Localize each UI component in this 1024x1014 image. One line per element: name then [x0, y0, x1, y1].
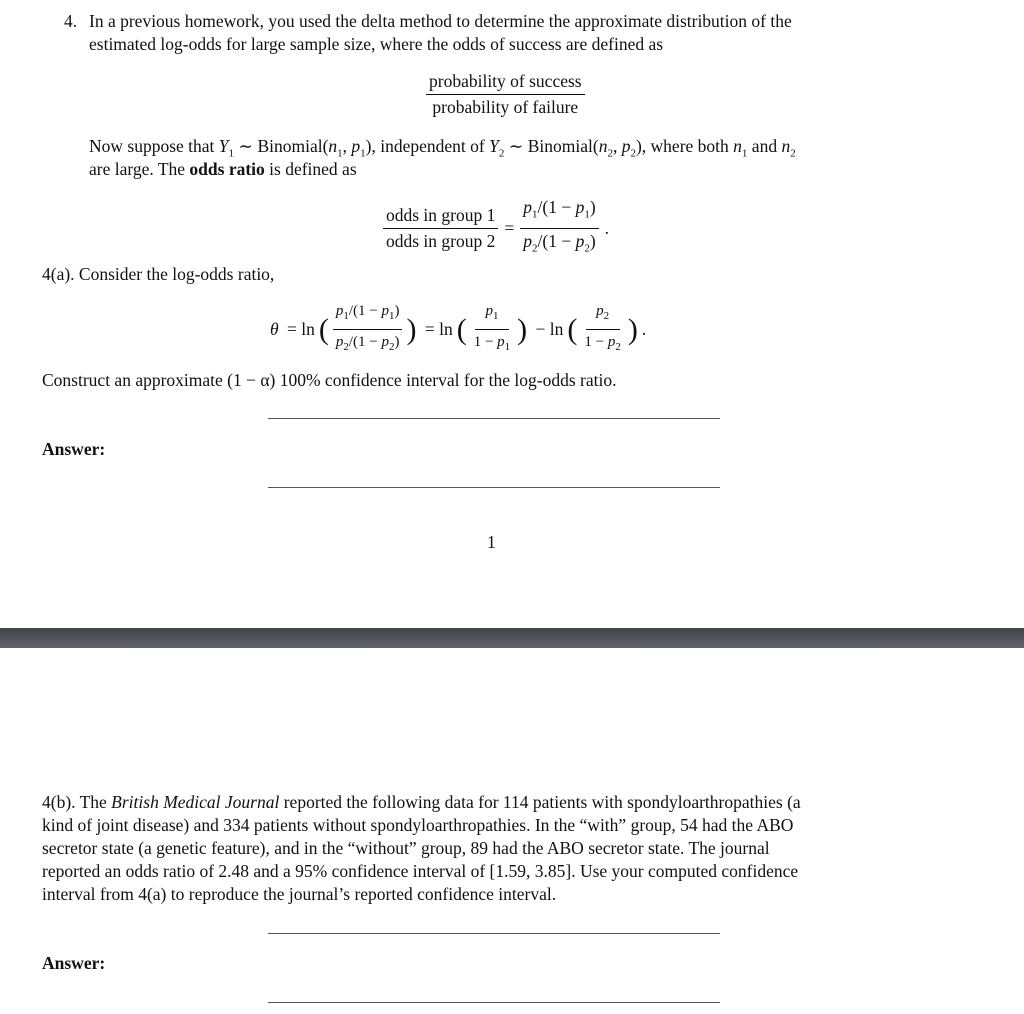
part-b-answer-label: Answer: [42, 953, 106, 973]
setup-line-1: Now suppose that $Y_1$ ∼ $Binomial(n_1$, $p_1$), independent of $Y_2$ ∼ $Binomial(n_2$, $p_2$), where both $n_1$ and $n_2$ [89, 136, 796, 160]
odds-denominator: probability of failure [432, 97, 579, 117]
odds-ratio-term: odds ratio [189, 159, 265, 179]
page-number: 1 [487, 532, 496, 552]
ratio-formula: $\frac{p_1/(1 - p_1)}{p_2/(1 - p_2)}$ [520, 196, 598, 260]
setup-text-3: where both [650, 136, 729, 156]
binomial-2: Binomial [527, 136, 593, 156]
ratio-denominator: odds in group 2 [386, 230, 496, 251]
theta-equation: θ = ln ( $\frac{p_1/(1 - p_1)}{p_2/(1 - p_2)}$ ) = ln ( $\frac{p_1}{1 - p_1}$ ) − ln ( $\frac{p_2}{1 - p_2}$ ) . [270, 300, 646, 359]
answer-line-bottom [268, 487, 720, 488]
answer-line-b-top [268, 933, 720, 934]
setup-line2-b: is defined as [269, 159, 357, 179]
page-divider [0, 628, 1024, 648]
part-b-line-2: kind of joint disease) and 334 patients without spondyloarthropathies. In the “with” group, 54 had the ABO [42, 815, 794, 835]
problem-number: 4. [64, 11, 78, 31]
intro-line-1: In a previous homework, you used the delta method to determine the approximate distribution of the [89, 11, 792, 31]
setup-text-1: Now suppose that [89, 136, 215, 156]
odds-ratio-equation: $\frac{\text{odds in group 1}}{\text{odds in group 2}}$ = $\frac{p_1/(1 - p_1)}{p_2/(1 - p_2)}$ . [383, 196, 609, 260]
setup-line2-a: are large. The [89, 159, 186, 179]
part-b-line-4: reported an odds ratio of 2.48 and a 95% confidence interval of [1.59, 3.85]. Use your computed confidence [42, 861, 799, 881]
part-b-line-5: interval from 4(a) to reproduce the journal’s reported confidence interval. [42, 884, 557, 904]
binomial-1: Binomial [257, 136, 323, 156]
part-b-line1-rest: reported the following data for 114 patients with spondyloarthropathies (a [283, 792, 801, 812]
part-a-instruction: Construct an approximate (1 − α) 100% confidence interval for the log-odds ratio. [42, 370, 617, 390]
page-2 [0, 648, 1024, 1014]
odds-fraction [426, 70, 585, 119]
setup-text-4: and [751, 136, 778, 156]
answer-line-b-bottom [268, 1002, 720, 1003]
setup-text-2: independent of [380, 136, 485, 156]
part-a-label: 4(a). Consider the log-odds ratio, [42, 264, 275, 284]
part-b-line-3: secretor state (a genetic feature), and in the “without” group, 89 had the ABO secretor state. The journal [42, 838, 770, 858]
part-b-prefix: 4(b). The [42, 792, 107, 812]
answer-line-top [268, 418, 720, 419]
setup-line-2 [89, 158, 357, 181]
odds-numerator: probability of success [426, 70, 585, 95]
journal-name: British Medical Journal [111, 792, 280, 812]
intro-line-2: estimated log-odds for large sample size, where the odds of success are defined as [89, 34, 664, 54]
part-a-answer-label: Answer: [42, 439, 106, 459]
part-b-line-1 [42, 791, 801, 814]
ratio-numerator: odds in group 1 [383, 204, 498, 229]
